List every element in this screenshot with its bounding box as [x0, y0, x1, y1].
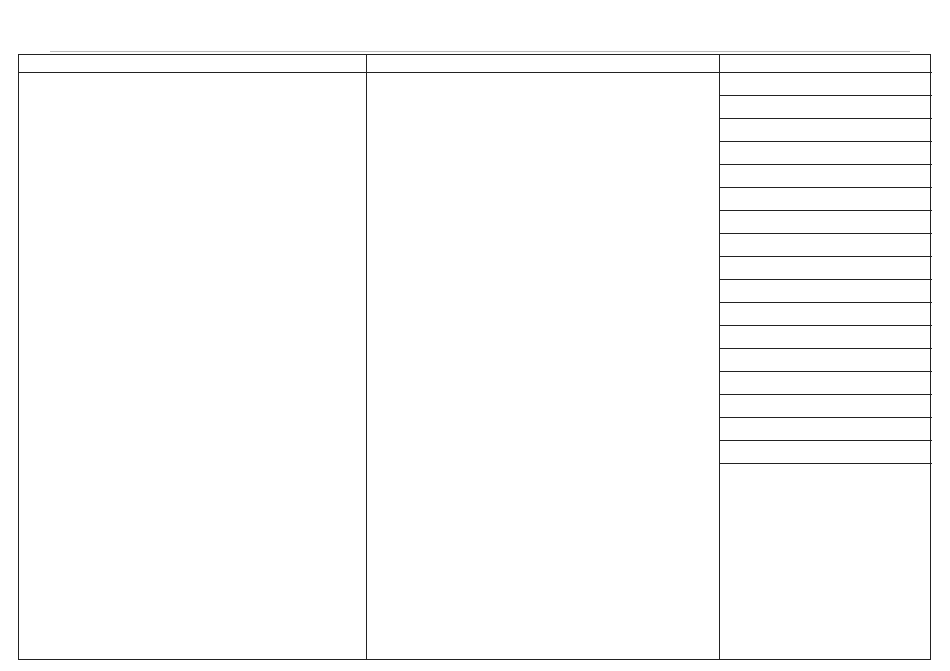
right-column-row-line	[719, 440, 932, 441]
right-column-row-line	[719, 187, 932, 188]
right-column-row-line	[719, 95, 932, 96]
right-column-row-line	[719, 164, 932, 165]
right-column-row-line	[719, 348, 932, 349]
right-column-row-line	[719, 325, 932, 326]
header-row-divider	[19, 72, 932, 73]
reflection-area	[723, 467, 929, 657]
right-column-title	[723, 57, 929, 71]
right-column-row-line	[719, 256, 932, 257]
right-column-row-line	[719, 463, 932, 464]
worksheet-table	[18, 54, 931, 660]
right-column-row-line	[719, 417, 932, 418]
column-divider-right	[719, 55, 720, 659]
column-divider-left	[366, 55, 367, 659]
right-column-row-line	[719, 279, 932, 280]
right-column-row-line	[719, 210, 932, 211]
right-column-row-line	[719, 302, 932, 303]
right-column-row-line	[719, 371, 932, 372]
right-column-row-line	[719, 141, 932, 142]
right-column-row-line	[719, 233, 932, 234]
document-header	[50, 36, 910, 52]
right-column-row-line	[719, 394, 932, 395]
right-column-row-line	[719, 118, 932, 119]
middle-column-content	[370, 75, 716, 657]
left-column-content	[23, 75, 363, 657]
